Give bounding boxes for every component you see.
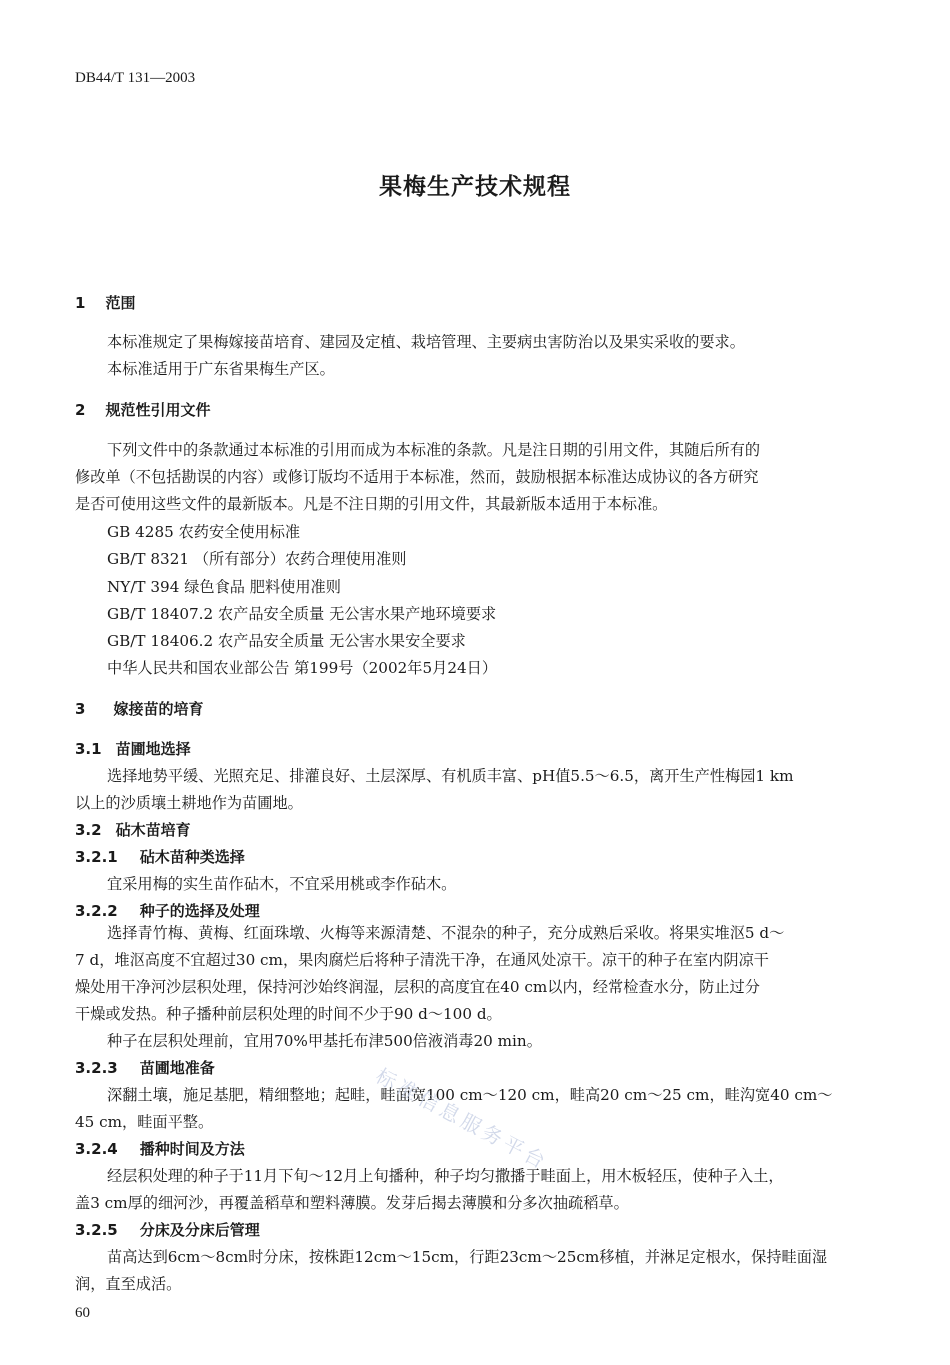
- section-number: 1: [75, 294, 86, 312]
- reference-item: GB/T 18407.2 农产品安全质量 无公害水果产地环境要求: [107, 605, 497, 623]
- section-number: 3.2.2: [75, 902, 118, 920]
- subsection-3-2-5-heading: [75, 1219, 260, 1240]
- paragraph-line: 深翻土壤，施足基肥，精细整地；起畦，畦面宽100 cm～120 cm，畦高20 cm～25 cm，畦沟宽40 cm～: [107, 1086, 833, 1104]
- section-number: 3: [75, 700, 86, 718]
- paragraph-line: 种子在层积处理前，宜用70%甲基托布津500倍液消毒20 min。: [107, 1032, 542, 1050]
- section-title: 砧木苗培育: [115, 821, 191, 839]
- paragraph-line: 选择地势平缓、光照充足、排灌良好、土层深厚、有机质丰富、pH值5.5～6.5，离开生产性梅园1 km: [107, 767, 794, 785]
- section-title: 规范性引用文件: [105, 401, 211, 419]
- section-number: 3.2.1: [75, 848, 118, 866]
- section-2-heading: [75, 399, 210, 420]
- subsection-3-2-heading: [75, 819, 191, 840]
- page-title: 果梅生产技术规程: [379, 174, 571, 200]
- section-title: 播种时间及方法: [139, 1140, 245, 1158]
- section-title: 砧木苗种类选择: [139, 848, 245, 866]
- paragraph-line: 修改单（不包括勘误的内容）或修订版均不适用于本标准，然而，鼓励根据本标准达成协议的各方研究: [75, 468, 759, 486]
- paragraph-line: 苗高达到6cm～8cm时分床，按株距12cm～15cm，行距23cm～25cm移植，并淋足定根水，保持畦面湿: [107, 1248, 828, 1266]
- section-number: 3.2.5: [75, 1221, 118, 1239]
- section-title: 范围: [105, 294, 136, 312]
- paragraph-line: 45 cm，畦面平整。: [75, 1113, 214, 1131]
- subsection-3-2-1-heading: [75, 846, 245, 867]
- section-number: 3.2: [75, 821, 102, 839]
- reference-item: NY/T 394 绿色食品 肥料使用准则: [107, 578, 341, 596]
- reference-item: GB 4285 农药安全使用标准: [107, 523, 301, 541]
- section-number: 2: [75, 401, 86, 419]
- reference-item: GB/T 8321 （所有部分）农药合理使用准则: [107, 550, 407, 568]
- paragraph-line: 燥处用干净河沙层积处理，保持河沙始终润湿，层积的高度宜在40 cm以内，经常检查水分，防止过分: [75, 978, 760, 996]
- paragraph: 本标准适用于广东省果梅生产区。: [107, 360, 335, 378]
- paragraph-line: 润，直至成活。: [75, 1275, 182, 1293]
- paragraph-line: 干燥或发热。种子播种前层积处理的时间不少于90 d～100 d。: [75, 1005, 502, 1023]
- page-number: 60: [75, 1305, 90, 1321]
- paragraph-line: 下列文件中的条款通过本标准的引用而成为本标准的条款。凡是注日期的引用文件，其随后所有的: [107, 441, 761, 459]
- paragraph-line: 以上的沙质壤土耕地作为苗圃地。: [75, 794, 303, 812]
- section-title: 种子的选择及处理: [139, 902, 260, 920]
- paragraph: 本标准规定了果梅嫁接苗培育、建园及定植、栽培管理、主要病虫害防治以及果实采收的要求。: [107, 333, 745, 351]
- watermark: 标准信息服务平台: [371, 1063, 553, 1175]
- subsection-3-1-heading: [75, 738, 191, 759]
- section-number: 3.2.3: [75, 1059, 118, 1077]
- section-title: 嫁接苗的培育: [113, 700, 204, 718]
- subsection-3-2-2-heading: [75, 900, 260, 921]
- section-title: 分床及分床后管理: [139, 1221, 260, 1239]
- section-number: 3.2.4: [75, 1140, 118, 1158]
- reference-item: 中华人民共和国农业部公告 第199号（2002年5月24日）: [107, 659, 498, 677]
- paragraph-line: 盖3 cm厚的细河沙，再覆盖稻草和塑料薄膜。发芽后揭去薄膜和分多次抽疏稻草。: [75, 1194, 629, 1212]
- paragraph-line: 是否可使用这些文件的最新版本。凡是不注日期的引用文件，其最新版本适用于本标准。: [75, 495, 668, 513]
- section-3-heading: [75, 698, 203, 719]
- reference-item: GB/T 18406.2 农产品安全质量 无公害水果安全要求: [107, 632, 466, 650]
- section-1-heading: [75, 292, 135, 313]
- section-number: 3.1: [75, 740, 102, 758]
- paragraph-line: 选择青竹梅、黄梅、红面珠墩、火梅等来源清楚、不混杂的种子，充分成熟后采收。将果实堆沤5 d～: [107, 924, 785, 942]
- subsection-3-2-3-heading: [75, 1057, 215, 1078]
- paragraph-line: 经层积处理的种子于11月下旬～12月上旬播种，种子均匀撒播于畦面上，用木板轻压，使种子入土，: [107, 1167, 784, 1185]
- document-code: DB44/T 131—2003: [75, 70, 196, 86]
- paragraph-line: 7 d，堆沤高度不宜超过30 cm，果肉腐烂后将种子清洗干净，在通风处凉干。凉干的种子在室内阴凉干: [75, 951, 769, 969]
- subsection-3-2-4-heading: [75, 1138, 245, 1159]
- paragraph-line: 宜采用梅的实生苗作砧木，不宜采用桃或李作砧木。: [107, 875, 457, 893]
- section-title: 苗圃地选择: [115, 740, 191, 758]
- section-title: 苗圃地准备: [139, 1059, 215, 1077]
